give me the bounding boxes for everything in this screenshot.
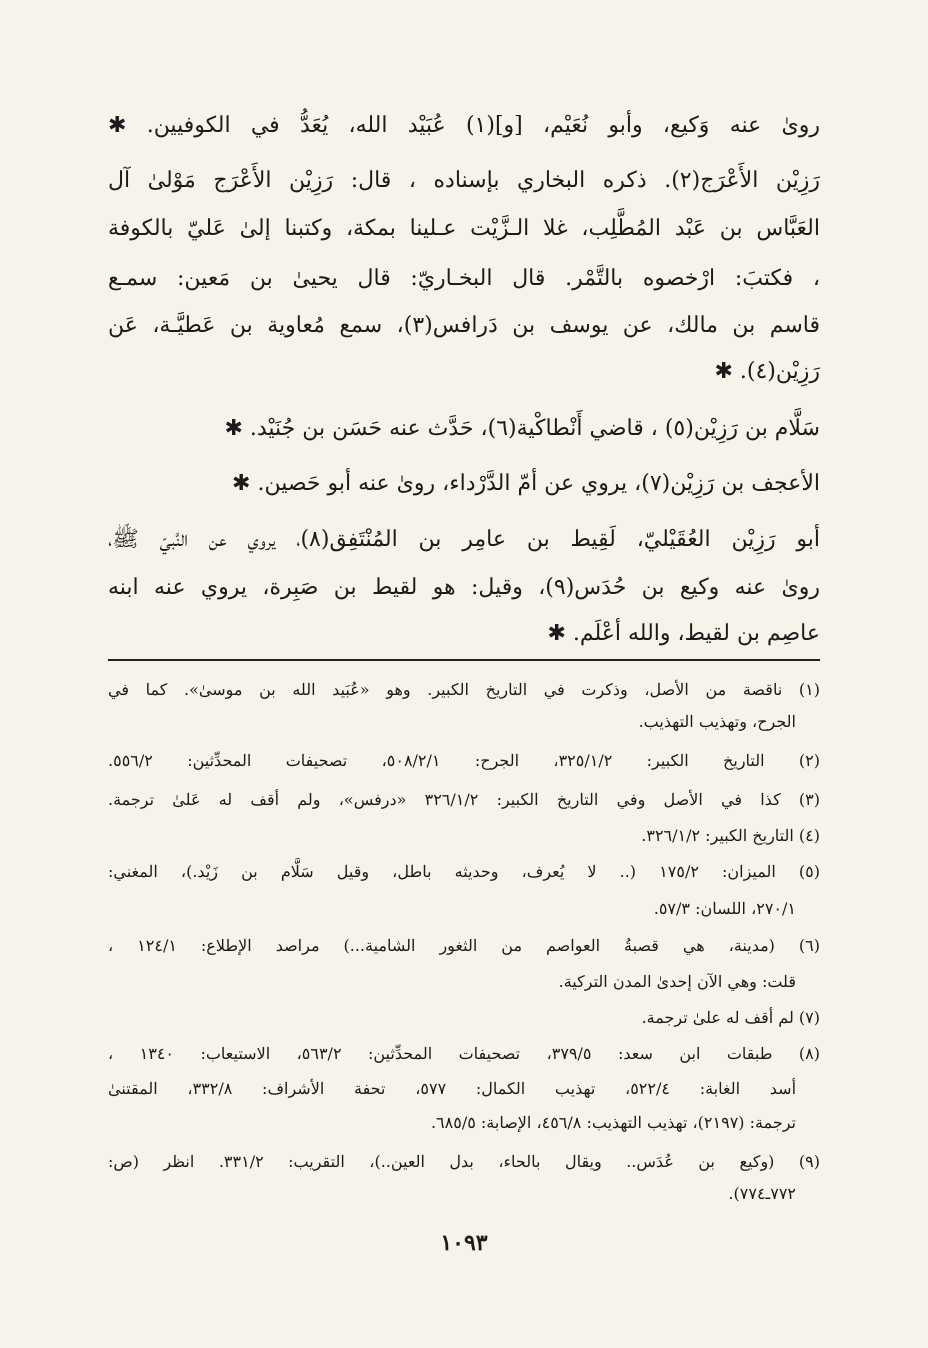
footnote-line: (٧) لم أقف له علىٰ ترجمة.: [641, 1008, 820, 1027]
footnote-line: قلت: وهي الآن إحدىٰ المدن التركية.: [558, 972, 796, 991]
footnote-line: ٢٧٠/١، اللسان: ٥٧/٣.: [653, 899, 796, 918]
body-line: قاسم بن مالك، عن يوسف بن دَرافس(٣)، سمع مُعاوية بن عَطيَّـة، عَن: [108, 313, 820, 338]
footnote-separator: [108, 659, 820, 661]
footnote-line: (٦) (مدينة، هي قصبةُ العواصم من الثغور الشامية...) مراصد الإطلاع: ١٢٤/١ ،: [108, 936, 820, 955]
body-line: أبو رَزِيْن العُقَيْليّ، لَقِيط بن عامِر بن المُنْتَفِق(٨)، يروي عن النَّبيّ ﷺ،: [108, 527, 820, 552]
footnote-line: (٥) الميزان: ١٧٥/٢ (.. لا يُعرف، وحديثه باطل، وقيل سَلَّام بن زَيْد.)، المغني:: [108, 862, 820, 881]
footnote-line: أسد الغابة: ٥٢٢/٤، تهذيب الكمال: ٥٧٧، تحفة الأشراف: ٣٣٢/٨، المقتنىٰ: [108, 1079, 796, 1098]
body-line: روىٰ عنه وكيع بن حُدَس(٩)، وقيل: هو لقيط بن صَبِرة، يروي عنه ابنه: [108, 575, 820, 600]
footnote-line: (٩) (وكيع بن عُدَس.. ويقال بالحاء، بدل العين..)، التقريب: ٣٣١/٢. انظر (ص:: [108, 1152, 820, 1171]
body-line: سَلَّام بن رَزِيْن(٥) ، قاضي أَنْطاكْية(٦)، حَدَّث عنه حَسَن بن جُنَيْد. ✱: [224, 416, 820, 441]
footnote-line: (٤) التاريخ الكبير: ٣٢٦/١/٢.: [641, 826, 820, 845]
footnote-line: ٧٧٢ـ٧٧٤).: [728, 1184, 796, 1203]
footnote-line: (٣) كذا في الأصل وفي التاريخ الكبير: ٣٢٦/١/٢ «درفس»، ولم أقف له عَلىٰ ترجمة.: [108, 790, 820, 809]
body-line: العَبَّاس بن عَبْد المُطَّلِب، غلا الـزَّيْت عـلينا بمكة، وكتبنا إلىٰ عَليّ بالكوفة: [108, 216, 820, 241]
footnote-line: (١) ناقصة من الأصل، وذكرت في التاريخ الكبير. وهو «عُبَيد الله بن موسىٰ». كما في: [108, 680, 820, 699]
body-line: روىٰ عنه وَكيع، وأبو نُعَيْم، [و](١) عُبَيْد الله، يُعَدُّ في الكوفيين. ✱: [108, 113, 820, 138]
body-line: الأعجف بن رَزِيْن(٧)، يروي عن أمّ الدَّرْداء، روىٰ عنه أبو حَصين. ✱: [232, 471, 820, 496]
footnote-line: (٢) التاريخ الكبير: ٣٢٥/١/٢، الجرح: ٥٠٨/٢/١، تصحيفات المحدِّثين: ٥٥٦/٢.: [108, 751, 820, 770]
body-line: ، فكتبَ: ارْخصوه بالتَّمْر. قال البخـاريّ: قال يحيىٰ بن مَعين: سمـع: [108, 266, 820, 291]
footnote-line: ترجمة: (٢١٩٧)، تهذيب التهذيب: ٤٥٦/٨، الإصابة: ٦٨٥/٥.: [430, 1113, 796, 1132]
footnote-line: الجرح، وتهذيب التهذيب.: [638, 712, 796, 731]
body-line: رَزِيْن(٤). ✱: [714, 359, 820, 384]
body-line: رَزِيْن الأَعْرَج(٢). ذكره البخاري بإسناده ، قال: رَزِيْن الأَعْرَج مَوْلىٰ آل: [108, 168, 820, 193]
body-line: عاصِم بن لقيط، والله أعْلَم. ✱: [547, 621, 820, 646]
page-number: ١٠٩٣: [440, 1230, 488, 1256]
footnote-line: (٨) طبقات ابن سعد: ٣٧٩/٥، تصحيفات المحدِّثين: ٥٦٣/٢، الاستيعاب: ١٣٤٠ ،: [108, 1044, 820, 1063]
